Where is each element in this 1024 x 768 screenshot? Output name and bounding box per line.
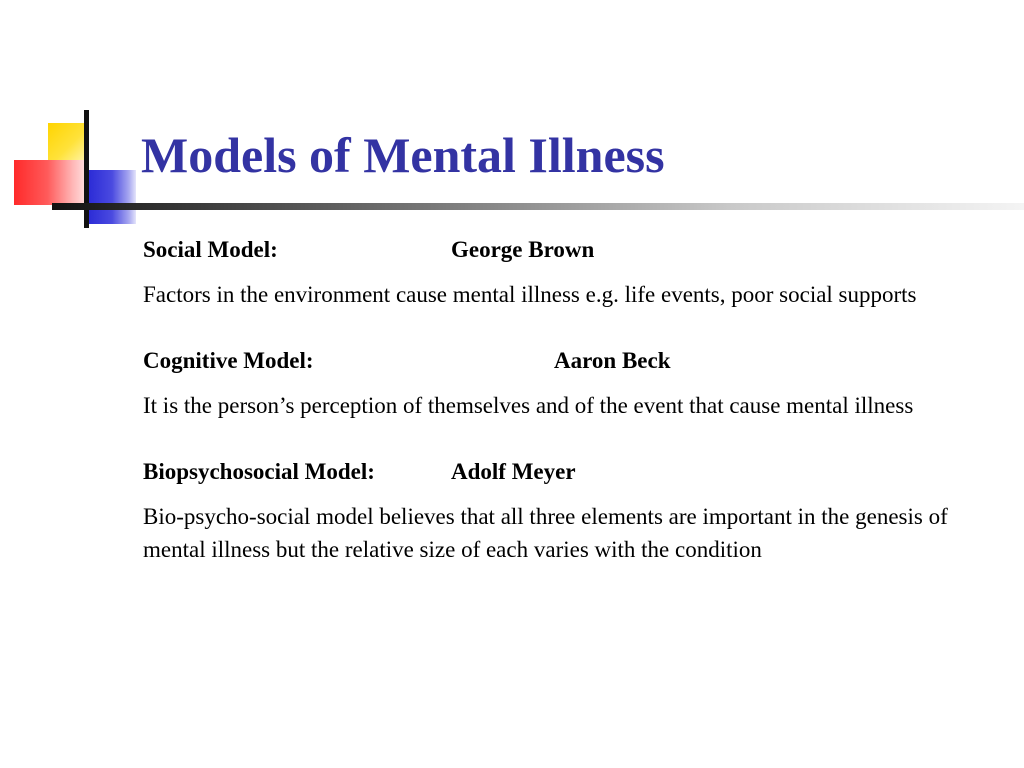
model-theorist: George Brown [451, 237, 595, 262]
blue-square-decoration [88, 170, 136, 224]
model-block-social [143, 234, 1003, 311]
slide-body [143, 234, 1003, 566]
model-description: Bio-psycho-social model believes that all three elements are important in the genesis of mental illness but the relative size of each varies with the condition [143, 504, 948, 562]
model-heading [143, 234, 1003, 266]
model-description: It is the person’s perception of themselves and of the event that cause mental illness [143, 393, 914, 418]
model-description: Factors in the environment cause mental illness e.g. life events, poor social supports [143, 282, 917, 307]
model-heading [143, 345, 1003, 377]
model-name: Cognitive Model: [143, 348, 314, 373]
title-underline-divider [52, 203, 1024, 210]
model-heading [143, 456, 1003, 488]
yellow-square-decoration [48, 123, 84, 161]
model-name: Social Model: [143, 237, 278, 262]
model-name: Biopsychosocial Model: [143, 459, 375, 484]
model-theorist: Aaron Beck [554, 348, 671, 373]
model-theorist: Adolf Meyer [451, 459, 576, 484]
model-block-biopsychosocial [143, 456, 1003, 566]
model-block-cognitive [143, 345, 1003, 422]
vertical-line-decoration [84, 110, 89, 228]
slide-title: Models of Mental Illness [141, 127, 665, 183]
red-square-decoration [14, 160, 88, 205]
